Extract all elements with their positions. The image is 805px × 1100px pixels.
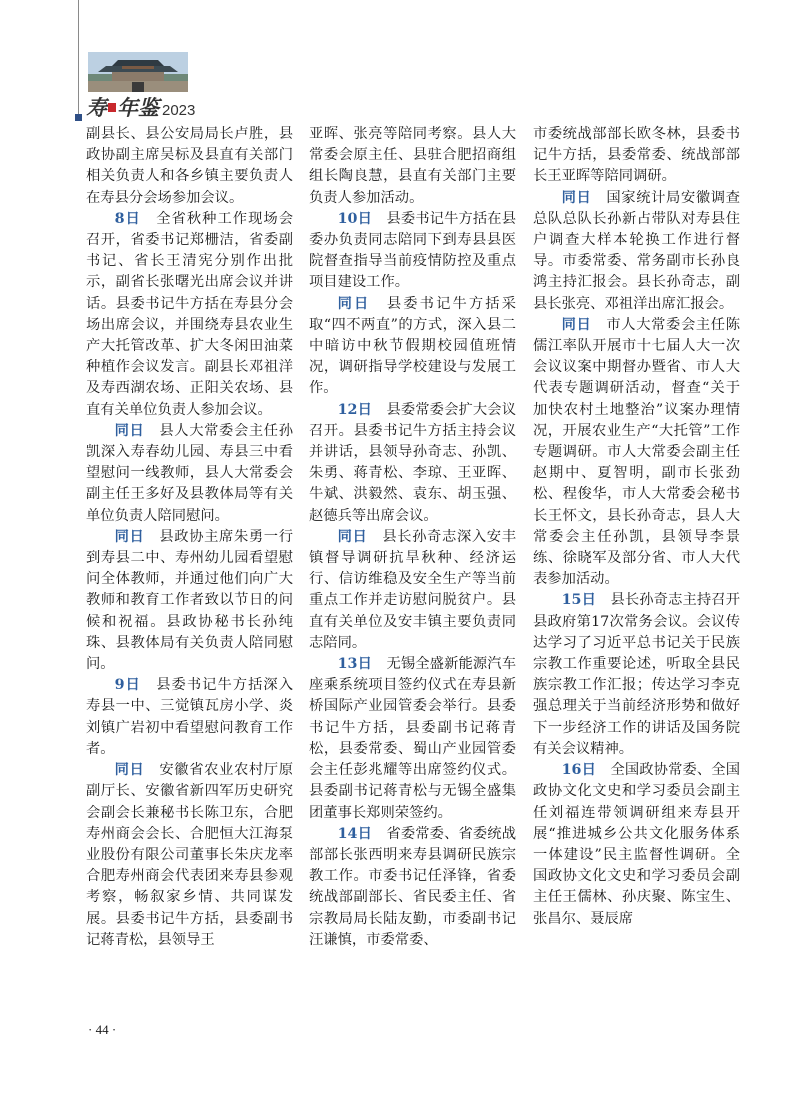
entry-text: 市人大常委会主任陈儒江率队开展市十七届人大一次会议议案中期督办暨省、市人大代表专题调研活动，督查“关于加快农村土地整治”议案办理情况，开展农业生产“大托管”工作专题调研。市人大常委会副主任赵期中、夏智明，副市长张劲松、程俊华，市人大常委会秘书长王怀文，县长孙奇志，县人大常委会主任孙凯，县领导李景练、徐晓军及部分省、市人大代表参加活动。 — [533, 316, 741, 588]
paragraph — [309, 400, 516, 527]
entry-text: 县委书记牛方括在县委办负责同志陪同下到寿县县医院督查指导当前疫情防控及重点项目建设工作。 — [309, 210, 517, 291]
paragraph — [533, 188, 740, 315]
paragraph — [533, 315, 740, 591]
entry-text: 安徽省农业农村厅原副厅长、安徽省新四军历史研究会副会长兼秘书长陈卫东，合肥寿州商会会长、合肥恒大江海泵业股份有限公司董事长朱庆龙率合肥寿州商会代表团来寿县参观考察，畅叙家乡情、共同谋发展。县委书记牛方括，县委副书记蒋青松，县领导王 — [86, 762, 294, 948]
entry-date: 13日 — [337, 656, 373, 673]
entry-text: 县人大常委会主任孙凯深入寿春幼儿园、寿县三中看望慰问一线教师，县人大常委会副主任王多好及县教体局等有关单位负责人陪同慰问。 — [86, 422, 294, 524]
paragraph — [86, 421, 293, 527]
paragraph — [309, 209, 516, 294]
paragraph — [533, 760, 740, 930]
paragraph — [86, 760, 293, 951]
entry-date: 同日 — [114, 422, 145, 439]
entry-date: 15日 — [561, 592, 597, 609]
entry-date: 12日 — [337, 401, 373, 418]
entry-text: 省委常委、省委统战部部长张西明来寿县调研民族宗教工作。市委书记任泽锋，省委统战部副部长、省民委主任、省宗教局局长陆友勤，市委副书记汪谦慎，市委常委、 — [309, 825, 517, 948]
header-photo — [88, 52, 188, 92]
entry-text: 县委书记牛方括深入寿县一中、三觉镇瓦房小学、炎刘镇广岩初中看望慰问教育工作者。 — [86, 677, 294, 757]
side-rule — [78, 0, 79, 118]
entry-date: 同日 — [114, 762, 145, 779]
paragraph — [86, 675, 293, 760]
paragraph — [533, 590, 740, 760]
entry-date: 同日 — [337, 528, 368, 545]
logo-calligraphy: 寿 — [86, 95, 107, 120]
logo-year: 2023 — [162, 102, 196, 119]
entry-text: 国家统计局安徽调查总队总队长孙新占带队对寿县住户调查大样本轮换工作进行督导。市委常委、常务副市长孙良鸿主持汇报会。县长孙奇志，副县长张亮、邓祖洋出席汇报会。 — [533, 189, 741, 312]
entry-text: 无锡全盛新能源汽车座乘系统项目签约仪式在寿县新桥国际产业园管委会举行。县委书记牛方括，县委副书记蒋青松，县委常委、蜀山产业园管委会主任彭兆耀等出席签约仪式。县委副书记蒋青松与无锡全盛集团董事长郑则荣签约。 — [309, 656, 517, 821]
paragraph: 亚晖、张亮等陪同考察。县人大常委会原主任、县驻合肥招商组组长陶良慧，县直有关部门主要负责人参加活动。 — [309, 126, 516, 206]
entry-text: 县长孙奇志主持召开县政府第17次常务会议。会议传达学习了习近平总书记关于民族宗教工作重要论述，听取全县民族宗教工作汇报；传达学习李克强总理关于当前经济形势和做好下一步经济工作的讲话及国务院有关会议精神。 — [533, 592, 741, 757]
entry-text: 县长孙奇志深入安丰镇督导调研抗旱秋种、经济运行、信访维稳及安全生产等当前重点工作并走访慰问脱贫户。县直有关单位及安丰镇主要负责同志陪同。 — [309, 528, 517, 651]
entry-date: 10日 — [337, 210, 373, 227]
entry-date: 8日 — [114, 210, 141, 227]
entry-date: 9日 — [114, 677, 141, 694]
logo-title: 年鉴 — [117, 95, 159, 120]
city-gate-image — [88, 52, 188, 92]
entry-date: 同日 — [337, 295, 371, 312]
entry-date: 同日 — [114, 528, 145, 545]
seal-icon — [108, 103, 116, 112]
entry-text: 县委书记牛方括采取“四不两直”的方式，深入县二中暗访中秋节假期校园值班情况，调研指导学校建设与发展工作。 — [309, 295, 517, 397]
paragraph — [309, 824, 516, 951]
entry-date: 14日 — [337, 825, 373, 842]
side-marker — [75, 114, 82, 121]
paragraph: 市委统战部部长欧冬林，县委书记牛方括，县委常委、统战部部长王亚晖等陪同调研。 — [533, 126, 740, 185]
entry-text: 全国政协常委、全国政协文化文史和学习委员会副主任刘福连带领调研组来寿县开展“推进城乡公共文化服务体系一体建设”民主监督性调研。全国政协文化文史和学习委员会副主任王儒林、孙庆聚、陈宝生、张昌尔、聂辰席 — [533, 762, 741, 927]
paragraph — [309, 654, 516, 824]
entry-text: 县委常委会扩大会议召开。县委书记牛方括主持会议并讲话，县领导孙奇志、孙凯、朱勇、蒋青松、李琼、王亚晖、牛斌、洪毅然、袁东、胡玉强、赵德兵等出席会议。 — [309, 401, 517, 524]
paragraph — [86, 527, 293, 675]
column-1 — [86, 124, 293, 951]
paragraph — [86, 209, 293, 421]
entry-text: 全省秋种工作现场会召开，省委书记郑栅洁，省委副书记、省长王清宪分别作出批示，副省长张曙光出席会议并讲话。县委书记牛方括在寿县分会场出席会议，并围绕寿县农业生产大托管改革、扩大冬闲田油菜种植作会议发言。副县长邓祖洋及寿西湖农场、正阳关农场、县直有关单位负责人参加会议。 — [86, 210, 294, 418]
yearbook-logo — [86, 92, 195, 122]
entry-date: 同日 — [561, 316, 592, 333]
entry-text: 县政协主席朱勇一行到寿县二中、寿州幼儿园看望慰问全体教师，并通过他们向广大教师和教育工作者致以节日的问候和祝福。县政协秘书长孙纯珠、县教体局有关负责人陪同慰问。 — [86, 528, 294, 673]
page-number: · 44 · — [88, 1022, 117, 1037]
entry-date: 同日 — [561, 189, 592, 206]
column-2 — [309, 124, 516, 951]
column-3 — [533, 124, 740, 930]
entry-date: 16日 — [561, 762, 597, 779]
paragraph: 副县长、县公安局局长卢胜，县政协副主席吴标及县直有关部门相关负责人和各乡镇主要负责人在寿县分会场参加会议。 — [86, 126, 293, 206]
paragraph — [309, 294, 516, 400]
paragraph — [309, 527, 516, 654]
